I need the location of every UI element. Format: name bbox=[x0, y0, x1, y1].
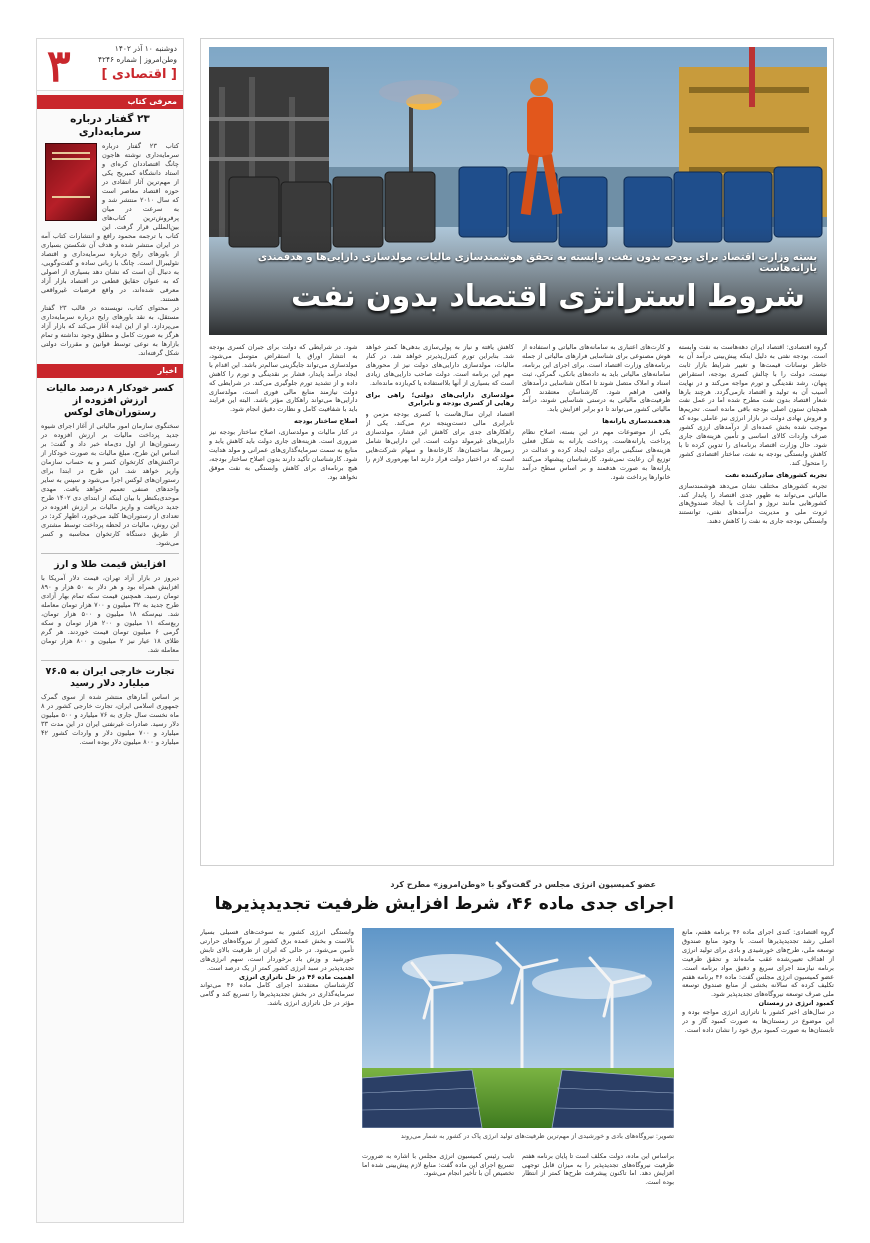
renewables-col3-text: براساس این ماده، دولت مکلف است تا پایان برنامه هفتم ظرفیت نیروگاه‌های تجدیدپذیر را به میزان قابل توجهی افزایش دهد. اما تاکنون پیشرفت طرح‌ها کمتر از انتظار بوده است. bbox=[522, 1152, 674, 1186]
feature-headline: شروط استراتژی اقتصاد بدون نفت bbox=[291, 279, 805, 314]
date-line bbox=[98, 43, 177, 65]
news-2-title: افزایش قیمت طلا و ارز bbox=[54, 559, 166, 570]
renewables-kicker: عضو کمیسیون انرژی مجلس در گفت‌وگو با «وطن‌امروز» مطرح کرد bbox=[390, 880, 656, 889]
masthead bbox=[37, 39, 183, 91]
book-review-text: کتاب ۲۳ گفتار درباره سرمایه‌داری نوشته هاجون چانگ اقتصاددان کره‌ای و استاد دانشگاه کمبریج یکی از مهم‌ترین آثار انتقادی در حوزه اقتصاد معاصر است که سال ۲۰۱۰ منتشر شد و به سرعت در میان پرفروش‌ترین کتاب‌های بین‌المللی قرار گرفت. این کتاب با ترجمه محمود رافع و انتشارات کتاب آمه در ایران منتشر شده و هدف آن شکستن بسیاری از باورهای رایج درباره سرمایه‌داری و اقتصاد نئولیبرال است. چانگ با زبانی ساده و گفت‌وگویی، به دنبال آن است که نشان دهد بسیاری از اصولی که به عنوان حقایق قطعی در اقتصاد بازار آزاد معرفی شده‌اند، در واقع فرضیات غیرواقعی هستند. bbox=[41, 142, 179, 303]
renewables-col4-text: نایب رئیس کمیسیون انرژی مجلس با اشاره به ضرورت تسریع اجرای این ماده گفت: منابع لازم پیش‌بینی شده اما تخصیص آن با تأخیر انجام می‌شود. bbox=[362, 1152, 514, 1178]
feature-col4-text-2: در کنار مالیات و مولدسازی، اصلاح ساختار بودجه نیز ضروری است. هزینه‌های جاری دولت باید کاهش یابد و منابع به سمت سرمایه‌گذاری‌های عمرانی و مولد هدایت شود. کارشناسان تأکید دارند بدون اصلاح ساختار بودجه، هیچ برنامه‌ای برای کاهش وابستگی به نفت موفق نخواهد بود. bbox=[209, 428, 358, 481]
photo-caption: تصویر: نیروگاه‌های بادی و خورشیدی از مهم‌ترین ظرفیت‌های تولید انرژی پاک در کشور به شمار می‌روند bbox=[400, 1132, 674, 1140]
section-label: اقتصادی bbox=[111, 67, 167, 82]
bracket-left-icon: ] bbox=[101, 67, 108, 82]
feature-col2-text-2: یکی از موضوعات مهم در این بسته، اصلاح نظام پرداخت یارانه‌هاست. پرداخت یارانه به شکل فعلی هزینه‌های سنگینی برای دولت ایجاد کرده و عدالت در توزیع آن رعایت نمی‌شود. کارشناسان پیشنهاد می‌کنند یارانه‌ها به صورت هدفمند و بر اساس سطح درآمد خانوارها پرداخت شود. bbox=[522, 428, 671, 481]
feature-kicker: بسته وزارت اقتصاد برای بودجه بدون نفت، وابسته به تحقق هوشمندسازی مالیات، مولدسازی دارایی‌ها و هدفمندی یارانه‌هاست bbox=[257, 252, 817, 274]
issue-date: دوشنبه ۱۰ آذر ۱۴۰۲ bbox=[114, 44, 177, 53]
feature-column-3 bbox=[366, 343, 515, 859]
renewables-article bbox=[200, 876, 834, 1223]
feature-column-2 bbox=[522, 343, 671, 859]
news-tag: اخبار bbox=[37, 364, 183, 378]
bracket-right-icon: [ bbox=[171, 67, 177, 82]
divider bbox=[41, 660, 179, 661]
feature-column-1 bbox=[679, 343, 828, 859]
feature-col4-subhead: اصلاح ساختار بودجه bbox=[294, 417, 358, 426]
feature-columns bbox=[209, 343, 827, 859]
renewables-column-2 bbox=[200, 928, 354, 1220]
feature-col1-subhead: تجربه کشورهای صادرکننده نفت bbox=[725, 470, 827, 479]
feature-col3-text: کاهش یافته و نیاز به پولی‌سازی بدهی‌ها کمتر خواهد شد. بنابراین تورم کنترل‌پذیرتر خواهد شد. در کنار مالیات، مولدسازی دارایی‌های دولت نیز از محورهای مهم این برنامه است. دولت صاحب دارایی‌های زیادی است که بسیاری از آنها بلااستفاده یا کم‌بازده مانده‌اند. bbox=[365, 343, 514, 387]
news-3-title: تجارت خارجی ایران به ۷۶.۵ میلیارد دلار رسید bbox=[45, 666, 175, 689]
divider bbox=[41, 553, 179, 554]
feature-col2-subhead: هدفمندسازی یارانه‌ها bbox=[602, 417, 671, 426]
renewables-col1-text: گروه اقتصادی: کندی اجرای ماده ۴۶ برنامه هفتم، مانع اصلی رشد تجدیدپذیرها است. با وجود منابع صندوق توسعه ملی، طرح‌های خورشیدی و بادی برای تولید انرژی از اهداف تعیین‌شده عقب مانده‌اند و تحقق ظرفیت برنامه نیازمند اجرای سریع و دقیق مواد برنامه است. عضو کمیسیون انرژی مجلس گفت: ماده ۴۶ برنامه هفتم تکلیف کرده که سالانه بخشی از منابع صندوق توسعه ملی صرف توسعه نیروگاه‌های تجدیدپذیر شود. bbox=[682, 928, 834, 999]
book-review-title: ۲۳ گفتار درباره سرمایه‌داری bbox=[70, 113, 150, 138]
feature-article bbox=[200, 38, 834, 866]
renewables-column-1 bbox=[682, 928, 834, 1220]
issue-number: وطن‌امروز | شماره ۴۲۴۶ bbox=[97, 55, 177, 64]
book-review-text-2: در محتوای کتاب، نویسنده در قالب ۲۳ گفتار مستقل، به نقد باورهای رایج درباره سرمایه‌داری می‌پردازد. او از این ایده آغاز می‌کند که بازار آزاد هرگز به صورت کامل و مطلق وجود نداشته و تمام بازارها به نوعی توسط قوانین و مقررات دولتی شکل گرفته‌اند. bbox=[41, 304, 179, 357]
book-review-body bbox=[37, 142, 183, 358]
renewables-col2-text: وابستگی انرژی کشور به سوخت‌های فسیلی بسیار بالاست و بخش عمده برق کشور از نیروگاه‌های حرارتی تأمین می‌شود. در حالی که ایران از ظرفیت بالای تابش خورشید و وزش باد برخوردار است، سهم انرژی‌های تجدیدپذیر در سبد انرژی کشور کمتر از یک درصد است. bbox=[200, 928, 354, 972]
feature-col2-text: و کارت‌های اعتباری به سامانه‌های مالیاتی و استفاده از هوش مصنوعی برای شناسایی فرارهای مالیاتی از جمله برنامه‌های وزارت اقتصاد است. برای اجرای این برنامه، سامانه‌های مالیاتی باید به داده‌های بانکی، گمرکی، ثبت اسناد و املاک متصل شوند تا امکان شناسایی درآمدهای واقعی فراهم شود. کارشناسان معتقدند اگر ظرفیت‌های مالیاتی به درستی شناسایی شوند، درآمد مالیاتی کشور می‌تواند تا دو برابر افزایش یابد. bbox=[522, 343, 671, 414]
news-2-text: دیروز در بازار آزاد تهران، قیمت دلار آمریکا با افزایش همراه بود و هر دلار به ۵۰ هزار و ۸۹۰ تومان رسید. همچنین قیمت سکه تمام بهار آزادی طرح جدید به ۳۲ میلیون و ۷۰۰ هزار تومان معامله شد. نیم‌سکه ۱۸ میلیون و ۵۰۰ هزار تومان، ربع‌سکه ۱۱ میلیون و ۲۰۰ هزار تومان و سکه گرمی ۶ میلیون تومان قیمت خوردند. هر گرم طلای ۱۸ عیار نیز ۲ میلیون و ۸۰۰ هزار تومان معامله شد. bbox=[41, 574, 180, 654]
page-number: ۳ bbox=[47, 41, 71, 92]
news-1-title: کسر خودکار ۸ درصد مالیات ارزش افزوده از رستوران‌های لوکس bbox=[46, 383, 174, 418]
wind-turbines-illustration bbox=[362, 928, 674, 1128]
sidebar bbox=[36, 38, 184, 1223]
news-1-text: سخنگوی سازمان امور مالیاتی از آغاز اجرای شیوه جدید پرداخت مالیات بر ارزش افزوده در رستوران‌ها از اول دی‌ماه خبر داد و گفت: بر اساس این طرح، مبلغ مالیات به صورت خودکار از تراکنش‌های کارتخوان کسر و به حساب سازمان واریز خواهد شد. این طرح در ابتدا برای رستوران‌های لوکس اجرا می‌شود و سپس به سایر واحدهای صنفی تعمیم خواهد یافت. مهدی موحدی‌بکنظر با بیان اینکه از ابتدای دی ۱۴۰۲ طرح جدید دریافت و واریز مالیات بر ارزش افزوده در تعدادی از رستوران‌ها کلید می‌خورد، اظهار کرد: در این روش، مالیات در لحظه پرداخت توسط مشتری از طریق دستگاه کارتخوان محاسبه و کسر می‌شود. bbox=[41, 422, 179, 547]
feature-column-4 bbox=[209, 343, 358, 859]
news-3-text: بر اساس آمارهای منتشر شده از سوی گمرک جمهوری اسلامی ایران، تجارت خارجی کشور در ۸ ماه نخست سال جاری به ۷۶ میلیارد و ۵۰۰ میلیون دلار رسید. صادرات غیرنفتی ایران در این مدت ۳۳ میلیارد و ۷۰۰ میلیون دلار و واردات کشور ۴۲ میلیارد و ۸۰۰ میلیون دلار بوده است. bbox=[41, 693, 180, 746]
hero-photo-oil-rig bbox=[209, 47, 827, 335]
section-title bbox=[101, 67, 177, 82]
renewables-col2-text-2: کارشناسان معتقدند اجرای کامل ماده ۴۶ می‌تواند سرمایه‌گذاری در بخش تجدیدپذیرها را تسریع کند و گامی مؤثر در حل ناترازی انرژی باشد. bbox=[200, 981, 354, 1008]
feature-col1-text: گروه اقتصادی: اقتصاد ایران دهه‌هاست به نفت وابسته است. بودجه نفتی به دلیل اینکه پیش‌بینی درآمد آن به خاطر نوسانات قیمت‌ها و تغییر شرایط بازار ثابت نیست، دولت را با چالش کسری بودجه، استقراض پنهان، رشد نقدینگی و تورم مواجه می‌کند و در نهایت آسیب آن به تولید و اقتصاد بازمی‌گردد. هرچند بارها شعار اقتصاد بدون نفت مطرح شده اما در عمل نفت همچنان ستون اصلی بودجه باقی مانده است. تحریم‌ها و فروش نهادی دولت در بازار انرژی نیز عاملی بوده که موجب شده بخش عمده‌ای از درآمدهای ارزی کشور صرف واردات کالای اساسی و تأمین هزینه‌های جاری شود. حال وزارت اقتصاد برنامه‌ای را تدوین کرده تا با کاهش وابستگی بودجه به نفت، ساختار اقتصادی کشور را متحول کند. bbox=[678, 343, 827, 467]
renewables-lower-columns bbox=[362, 1152, 674, 1220]
renewables-col1-text-2: در سال‌های اخیر کشور با ناترازی انرژی مواجه بوده و این موضوع در زمستان‌ها به صورت کمبود گاز و در تابستان‌ها به صورت کمبود برق خود را نشان داده است. bbox=[682, 1008, 834, 1034]
wind-solar-photo bbox=[362, 928, 674, 1128]
renewables-col1-subhead: کمبود انرژی در زمستان bbox=[758, 999, 834, 1008]
renewables-col2-subhead: اهمیت ماده ۴۶ در حل ناترازی انرژی bbox=[238, 972, 354, 981]
book-review-tag: معرفی کتاب bbox=[37, 95, 183, 109]
book-cover-image bbox=[45, 143, 97, 221]
feature-col3-text-2: اقتصاد ایران سال‌هاست با کسری بودجه مزمن و نابرابری مالی دست‌وپنجه نرم می‌کند. یکی از راهکارهای جدی برای کاهش این فشار، مولدسازی دارایی‌های غیرمولد دولت است. این دارایی‌ها شامل زمین‌ها، ساختمان‌ها، کارخانه‌ها و سهام شرکت‌هایی است که در اختیار دولت قرار دارند اما بهره‌وری لازم را ندارند. bbox=[365, 410, 514, 472]
feature-col3-subhead: مولدسازی دارایی‌های دولتی؛ راهی برای رهایی از کسری بودجه و نابرابری bbox=[365, 390, 514, 408]
feature-col4-text: شود. در شرایطی که دولت برای جبران کسری بودجه به انتشار اوراق یا استقراض متوسل می‌شود، مولدسازی می‌تواند جایگزینی سالم‌تر باشد. این اقدام با ایجاد درآمد پایدار، فشار بر نقدینگی و تورم را کاهش داده و از تشدید تورم جلوگیری می‌کند. در شرایطی که دولت نیازمند منابع مالی فوری است، مولدسازی دارایی‌ها می‌تواند راهکاری مؤثر باشد. البته این فرایند باید با شفافیت کامل و نظارت دقیق انجام شود. bbox=[209, 343, 358, 414]
renewables-headline: اجرای جدی ماده ۴۶، شرط افزایش ظرفیت تجدیدپذیرها bbox=[214, 894, 674, 914]
feature-col1-text-2: تجربه کشورهای مختلف نشان می‌دهد هوشمندسازی مالیاتی می‌تواند به ظهور جدی اقتصاد را پایدار کند. کشورهایی مانند نروژ و امارات با ایجاد صندوق‌های ثروت ملی و مدیریت درآمدهای نفتی، توانستند وابستگی بودجه جاری به نفت را کاهش دهند. bbox=[678, 481, 827, 526]
